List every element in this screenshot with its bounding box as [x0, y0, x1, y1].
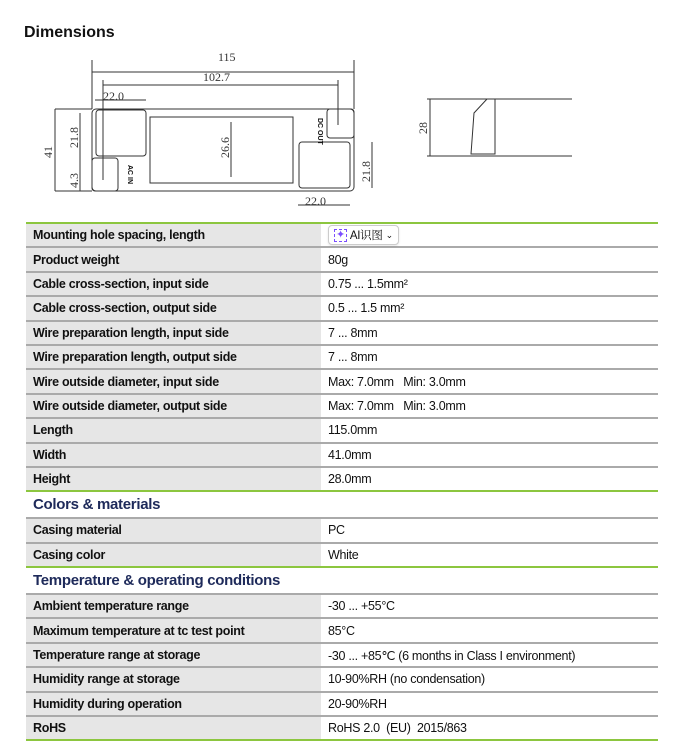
output-terminal-cover [299, 142, 350, 188]
spec-value: 10-90%RH (no condensation) [321, 667, 658, 691]
dim-4-3: 4.3 [67, 173, 81, 188]
spec-label: Width [26, 443, 321, 467]
spec-value: Max: 7.0mm Min: 3.0mm [321, 369, 658, 393]
table-row [26, 394, 658, 418]
table-row [26, 643, 658, 667]
output-mount-tab [327, 109, 354, 138]
table-row [26, 443, 658, 467]
spec-value: 80g [321, 247, 658, 271]
spec-label: Humidity range at storage [26, 667, 321, 691]
section-title: Colors & materials [26, 491, 658, 518]
table-row [26, 667, 658, 691]
ai-label: AI识图 [349, 230, 383, 243]
spec-label: Length [26, 418, 321, 442]
spec-label: Mounting hole spacing, length [26, 223, 321, 247]
section-header [26, 491, 658, 518]
dim-21-8-right: 21.8 [359, 161, 373, 182]
table-row [26, 272, 658, 296]
spec-label: Wire outside diameter, input side [26, 369, 321, 393]
spec-value: -30 ... +85℃ (6 months in Class I environment) [321, 643, 658, 667]
spec-value: 0.5 ... 1.5 mm² [321, 296, 658, 320]
spec-label: Wire outside diameter, output side [26, 394, 321, 418]
spec-value: White [321, 543, 658, 567]
page-title: Dimensions [24, 24, 115, 41]
spec-label: Ambient temperature range [26, 594, 321, 618]
spec-label: Wire preparation length, input side [26, 321, 321, 345]
spec-label: Cable cross-section, input side [26, 272, 321, 296]
spec-value: 85°C [321, 618, 658, 642]
dim-21-8-left: 21.8 [67, 127, 81, 148]
spec-label: RoHS [26, 716, 321, 740]
table-row [26, 296, 658, 320]
dimension-drawing [0, 0, 691, 220]
table-row [26, 618, 658, 642]
spec-value: RoHS 2.0 (EU) 2015/863 [321, 716, 658, 740]
spec-label: Casing color [26, 543, 321, 567]
table-row [26, 594, 658, 618]
dim-41: 41 [41, 146, 55, 158]
spec-value: 7 ... 8mm [321, 345, 658, 369]
table-row [26, 692, 658, 716]
table-row [26, 467, 658, 491]
spec-value: Max: 7.0mm Min: 3.0mm [321, 394, 658, 418]
spec-label: Cable cross-section, output side [26, 296, 321, 320]
dim-26-6: 26.6 [218, 137, 232, 158]
spec-value [321, 223, 658, 247]
spec-table [26, 222, 658, 741]
table-row [26, 518, 658, 542]
section-header [26, 567, 658, 594]
spec-label: Height [26, 467, 321, 491]
spec-label: Temperature range at storage [26, 643, 321, 667]
spec-value: 115.0mm [321, 418, 658, 442]
dim-22-right: 22.0 [305, 194, 326, 208]
dim-22-left: 22.0 [103, 89, 124, 103]
dim-115: 115 [218, 50, 236, 64]
spec-value: 7 ... 8mm [321, 321, 658, 345]
spec-label: Casing material [26, 518, 321, 542]
table-row [26, 716, 658, 740]
table-row [26, 418, 658, 442]
spec-value: 20-90%RH [321, 692, 658, 716]
spec-label: Humidity during operation [26, 692, 321, 716]
spec-value: 28.0mm [321, 467, 658, 491]
sparkle-icon: ✦ [336, 228, 345, 241]
table-row [26, 247, 658, 271]
ac-in-label: AC IN [126, 165, 133, 185]
table-row [26, 345, 658, 369]
spec-value: 0.75 ... 1.5mm² [321, 272, 658, 296]
table-row [26, 369, 658, 393]
table-row [26, 543, 658, 567]
spec-label: Wire preparation length, output side [26, 345, 321, 369]
spec-label: Product weight [26, 247, 321, 271]
input-mount-tab [92, 158, 118, 191]
spec-value: -30 ... +55°C [321, 594, 658, 618]
spec-label: Maximum temperature at tc test point [26, 618, 321, 642]
ai-image-recognition-button[interactable] [328, 225, 399, 245]
spec-value: 41.0mm [321, 443, 658, 467]
table-row [26, 223, 658, 247]
dc-out-label: DC OUT [316, 118, 323, 145]
dim-102-7: 102.7 [203, 70, 230, 84]
section-title: Temperature & operating conditions [26, 567, 658, 594]
table-row [26, 321, 658, 345]
chevron-down-icon: ⌄ [385, 229, 393, 240]
dim-28: 28 [416, 122, 430, 134]
spec-value: PC [321, 518, 658, 542]
